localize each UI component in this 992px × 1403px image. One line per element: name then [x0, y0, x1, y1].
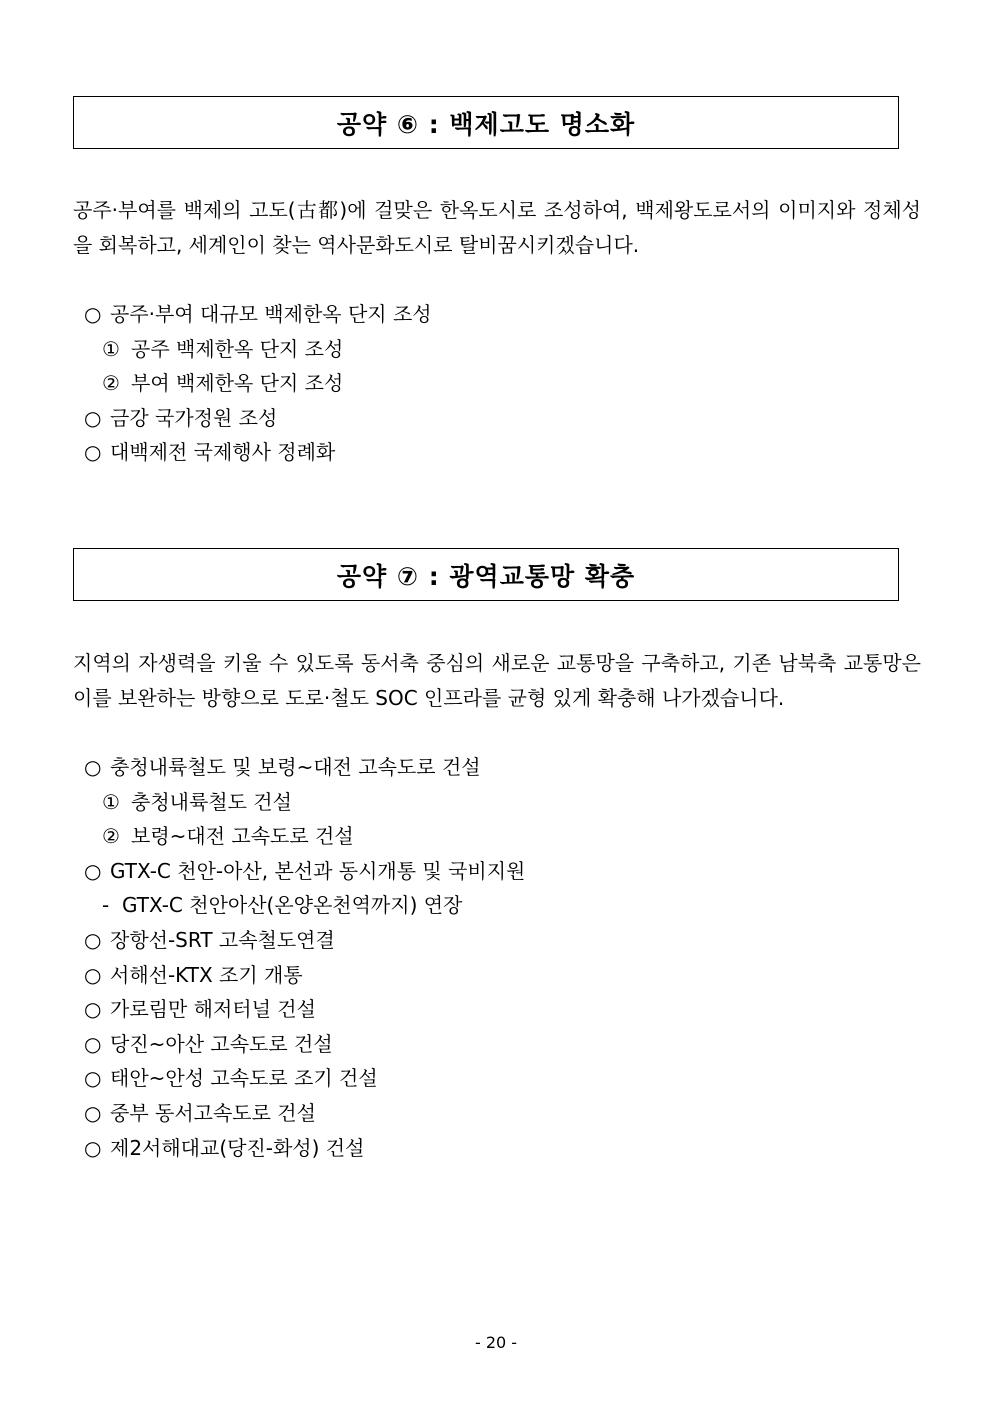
bullet-marker: ○: [84, 1135, 102, 1160]
section-title-box: [73, 548, 899, 601]
section-title: 공약 ⑥ : 백제고도 명소화: [336, 109, 636, 139]
list-item-text: GTX-C 천안-아산, 본선과 동시개통 및 국비지원: [110, 858, 526, 883]
list-item: [84, 435, 432, 470]
list-item-text: 당진~아산 고속도로 건설: [110, 1031, 333, 1056]
list-item-text: 가로림만 해저터널 건설: [110, 997, 316, 1022]
page-number: - 20 -: [474, 1333, 518, 1352]
list-item-text: 서해선-KTX 조기 개통: [110, 962, 303, 987]
bullet-marker: ○: [84, 302, 102, 326]
list-item-text: 보령~대전 고속도로 건설: [131, 824, 354, 849]
list-item-text: 태안~안성 고속도로 조기 건설: [110, 1066, 378, 1091]
list-item: [84, 888, 525, 923]
number-marker: ②: [102, 371, 120, 396]
list-item: [84, 1027, 525, 1062]
list-item: [84, 401, 432, 436]
number-marker: ①: [102, 336, 120, 361]
section-title-box: [73, 96, 899, 149]
bullet-marker: ○: [84, 858, 102, 883]
list-item-text: 금강 국가정원 조성: [110, 405, 278, 430]
list-item-text: 충청내륙철도 및 보령~대전 고속도로 건설: [110, 755, 481, 779]
bullet-marker: ○: [84, 1031, 102, 1056]
list-item: [84, 958, 525, 993]
section-title: 공약 ⑦ : 광역교통망 확충: [336, 561, 636, 591]
list-item: [84, 297, 432, 332]
bullet-marker: ○: [84, 962, 102, 987]
bullet-marker: ○: [84, 1100, 102, 1125]
bullet-marker: ○: [84, 997, 102, 1022]
list-item: [84, 854, 525, 889]
list-item-text: 부여 백제한옥 단지 조성: [131, 371, 344, 396]
number-marker: ②: [102, 824, 120, 849]
list-item-text: 대백제전 국제행사 정례화: [110, 440, 336, 465]
bullet-marker: ○: [84, 927, 102, 952]
section-intro: 공주·부여를 백제의 고도(古都)에 걸맞은 한옥도시로 조성하여, 백제왕도로서의 이미지와 정체성을 회복하고, 세계인이 찾는 역사문화도시로 탈비꿈시키겠습니다.: [73, 198, 921, 257]
section-intro: 지역의 자생력을 키울 수 있도록 동서축 중심의 새로운 교통망을 구축하고, 기존 남북축 교통망은 이를 보완하는 방향으로 도로·철도 SOC 인프라를 균형 있게 확충해 나가겠습니다.: [73, 651, 921, 710]
list-item-text: 장항선-SRT 고속철도연결: [110, 927, 335, 952]
number-marker: ①: [102, 789, 120, 814]
list-item-text: 공주 백제한옥 단지 조성: [131, 336, 344, 361]
list-item: [84, 750, 525, 785]
list-item: [84, 992, 525, 1027]
list-item: [84, 332, 432, 367]
list-item: [84, 1096, 525, 1131]
list-item: [84, 923, 525, 958]
list-item-text: 공주·부여 대규모 백제한옥 단지 조성: [110, 302, 432, 326]
bullet-marker: ○: [84, 1066, 102, 1091]
list-item: [84, 1131, 525, 1166]
list-item: [84, 785, 525, 820]
bullet-marker: ○: [84, 440, 102, 465]
list-item: [84, 366, 432, 401]
list-item: [84, 819, 525, 854]
bullet-marker: ○: [84, 755, 102, 779]
list-item-text: GTX-C 천안아산(온양온천역까지) 연장: [122, 893, 463, 918]
pledge-list: [84, 297, 432, 470]
list-item-text: 충청내륙철도 건설: [131, 789, 292, 814]
bullet-marker: ○: [84, 405, 102, 430]
list-item-text: 제2서해대교(당진-화성) 건설: [110, 1135, 365, 1160]
pledge-list: [84, 750, 525, 1165]
list-item-text: 중부 동서고속도로 건설: [110, 1100, 316, 1125]
dash-marker: -: [102, 893, 110, 918]
list-item: [84, 1061, 525, 1096]
